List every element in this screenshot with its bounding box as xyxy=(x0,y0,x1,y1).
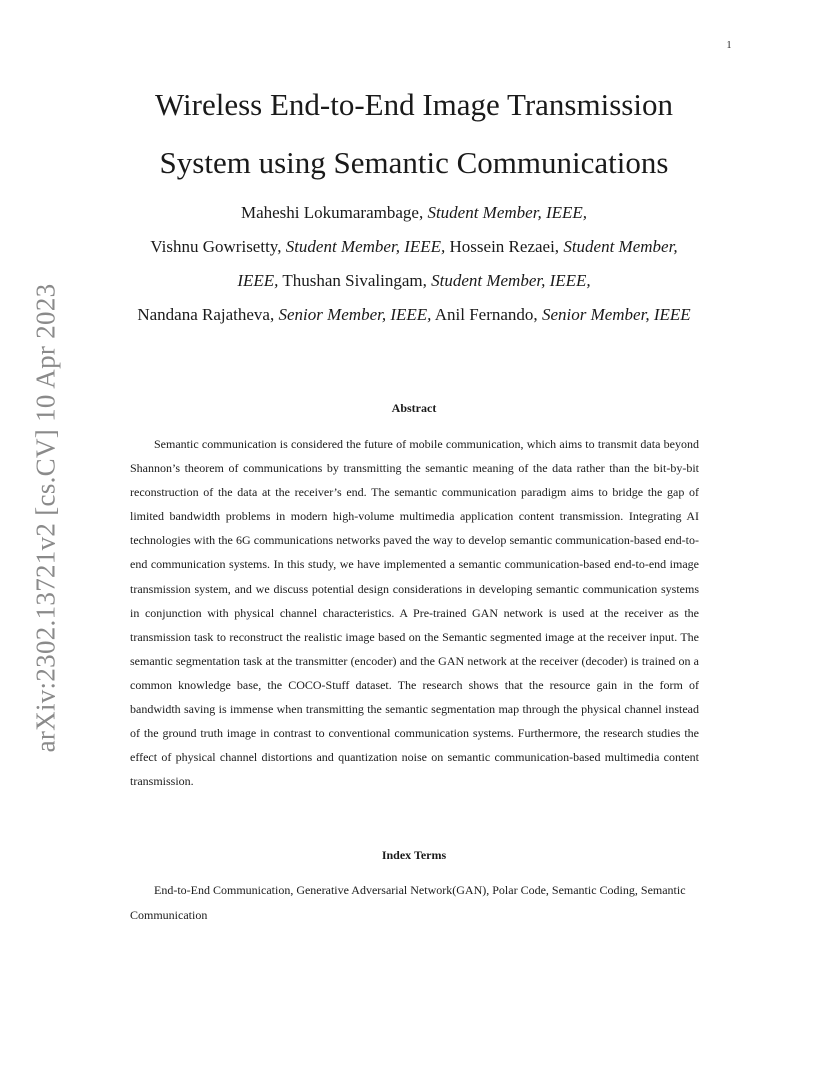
abstract-heading: Abstract xyxy=(391,401,437,415)
author-membership: Senior Member, IEEE, xyxy=(278,305,432,324)
title-line-1: Wireless End-to-End Image Transmission xyxy=(155,87,673,122)
arxiv-identifier-watermark[interactable]: arXiv:2302.13721v2 [cs.CV] 10 Apr 2023 xyxy=(30,283,61,753)
author-list xyxy=(60,196,768,332)
author-name: Thushan Sivalingam, xyxy=(282,271,427,290)
abstract-text: Semantic communication is considered the future of mobile communication, which aims to transmit data beyond Shannon’s theorem of communications by transmitting the semantic meaning of the data rather than the bit-by-bit reconstruction of the data at the receiver’s end. The semantic communication paradigm aims to bridge the gap of limited bandwidth problems in modern high-volume multimedia application content transmission. Integrating AI technologies with the 6G communications networks paved the way to develop semantic communication-based end-to-end communication systems. In this study, we have implemented a semantic communication-based end-to-end image transmission system, and we discuss potential design considerations in developing semantic communication systems in conjunction with physical channel characteristics. A Pre-trained GAN network is used at the receiver as the transmission task to reconstruct the realistic image based on the Semantic segmented image at the receiver input. The semantic segmentation task at the transmitter (encoder) and the GAN network at the receiver (decoder) is trained on a common knowledge base, the COCO-Stuff dataset. The research shows that the resource gain in the form of bandwidth saving is immense when transmitting the semantic segmentation map through the physical channel instead of the ground truth image in contrast to conventional communication systems. Furthermore, the research studies the effect of physical channel distortions and quantization noise on semantic communication-based multimedia content transmission. xyxy=(130,437,699,789)
title-line-2: System using Semantic Communications xyxy=(159,145,669,180)
author-name: Nandana Rajatheva, xyxy=(137,305,275,324)
author-membership: Student Member, xyxy=(563,237,678,256)
author-line-2 xyxy=(60,230,768,264)
author-membership: Student Member, IEEE, xyxy=(285,237,446,256)
author-line-1 xyxy=(60,196,768,230)
author-membership: IEEE, xyxy=(237,271,279,290)
index-terms-text: End-to-End Communication, Generative Adversarial Network(GAN), Polar Code, Semantic Coding, Semantic Communication xyxy=(130,883,686,922)
paper-title xyxy=(80,76,748,192)
page-number: 1 xyxy=(726,40,732,51)
author-name: Anil Fernando, xyxy=(434,305,538,324)
author-membership: Student Member, IEEE, xyxy=(431,271,591,290)
author-membership: Student Member, IEEE, xyxy=(427,203,588,222)
author-membership: Senior Member, IEEE xyxy=(541,305,691,324)
author-line-3 xyxy=(60,264,768,298)
author-line-4 xyxy=(60,298,768,332)
author-name: Maheshi Lokumarambage, xyxy=(240,203,424,222)
author-name: Vishnu Gowrisetty, xyxy=(150,237,282,256)
author-name: Hossein Rezaei, xyxy=(449,237,560,256)
index-terms-heading: Index Terms xyxy=(381,848,447,862)
